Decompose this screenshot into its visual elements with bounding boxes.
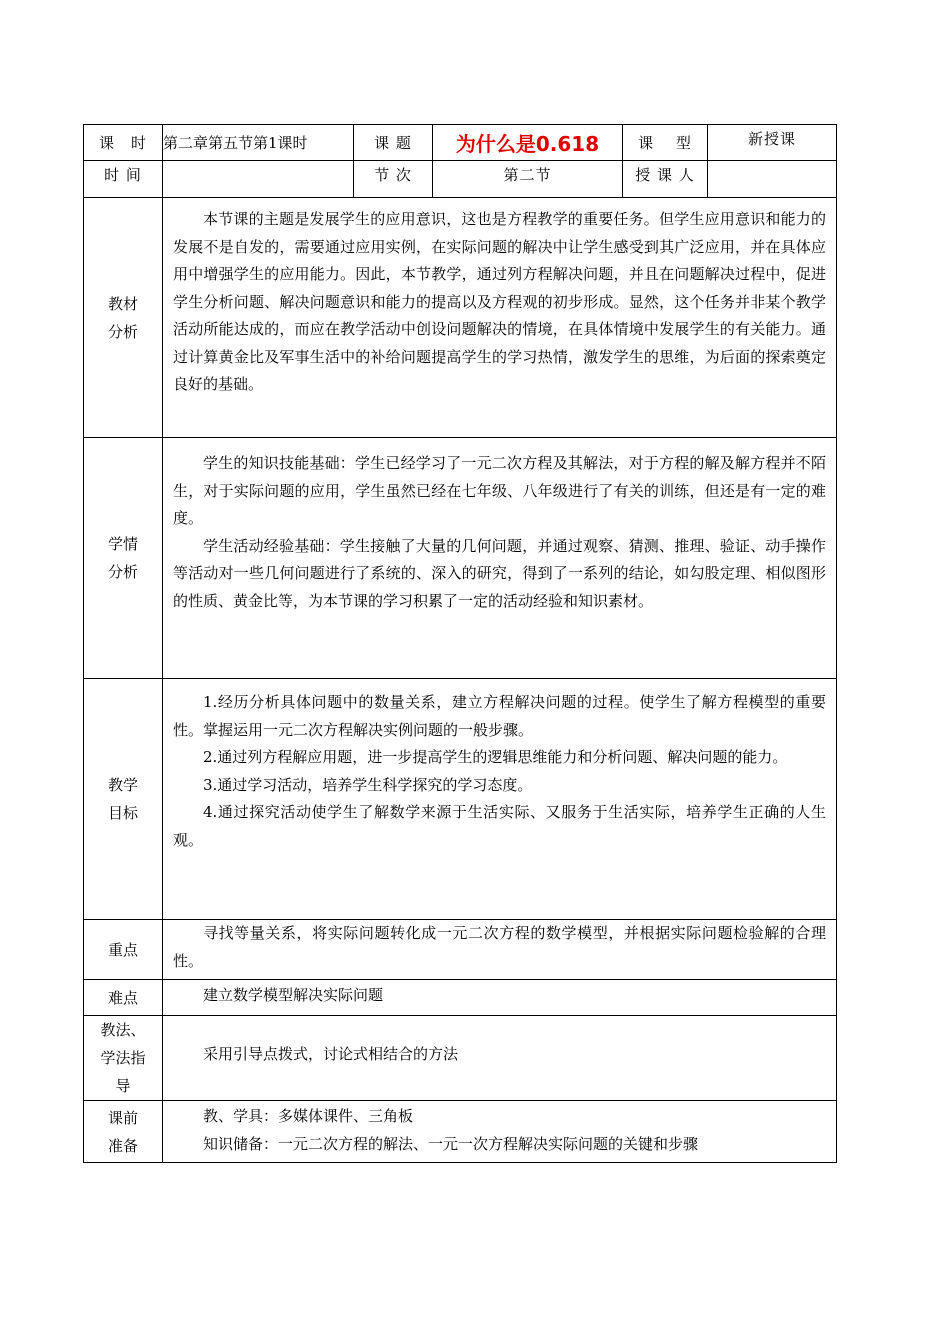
material-analysis-content <box>163 198 837 438</box>
goal-item-1: 1.经历分析具体问题中的数量关系，建立方程解决问题的过程。使学生了解方程模型的重要性。掌握运用一元二次方程解决实例问题的一般步骤。 <box>173 693 826 739</box>
label-time: 时 间 <box>84 161 163 198</box>
student-label-line2: 分析 <box>107 563 138 581</box>
class-time-value: 第二章第五节第1课时 <box>163 125 354 161</box>
teaching-goals-content <box>163 679 837 920</box>
difficulty-label: 难点 <box>84 980 163 1016</box>
goals-label-line2: 目标 <box>107 804 138 822</box>
difficulty-row <box>84 980 837 1016</box>
preparation-content <box>163 1101 837 1163</box>
method-row <box>84 1016 837 1101</box>
student-label-line1: 学情 <box>107 535 138 553</box>
key-point-label: 重点 <box>84 920 163 980</box>
material-analysis-label <box>84 198 163 438</box>
label-teacher: 授 课 人 <box>623 161 708 198</box>
goals-label-line1: 教学 <box>107 776 138 794</box>
prep-knowledge-line: 知识储备：一元二次方程的解法、一元一次方程解决实际问题的关键和步骤 <box>203 1134 699 1153</box>
goal-item-2: 2.通过列方程解应用题，进一步提高学生的逻辑思维能力和分析问题、解决问题的能力。 <box>203 748 788 766</box>
lesson-plan-table <box>83 124 837 1163</box>
material-label-line1: 教材 <box>107 294 138 313</box>
student-experience-paragraph: 学生活动经验基础：学生接触了大量的几何问题，并通过观察、猜测、推理、验证、动手操作等活动对一些几何问题进行了系统的、深入的研究，得到了一系列的结论，如勾股定理、相似图形的性质、黄金比等，为本节课的学习积累了一定的活动经验和知识素材。 <box>173 536 826 610</box>
preparation-label <box>84 1101 163 1163</box>
goal-item-3: 3.通过学习活动，培养学生科学探究的学习态度。 <box>203 775 533 794</box>
label-topic: 课 题 <box>354 125 433 161</box>
method-label-line1: 教法、 <box>100 1021 146 1039</box>
key-point-content <box>163 920 837 980</box>
student-analysis-row <box>84 438 837 679</box>
prep-label-line2: 准备 <box>107 1136 138 1155</box>
student-knowledge-paragraph: 学生的知识技能基础：学生已经学习了一元二次方程及其解法，对于方程的解及解方程并不陌生，对于实际问题的应用，学生虽然已经在七年级、八年级进行了有关的训练，但还是有一定的难度。 <box>173 454 826 527</box>
header-row-1 <box>84 125 837 161</box>
method-text: 采用引导点拨式，讨论式相结合的方法 <box>203 1045 459 1064</box>
method-label <box>84 1016 163 1101</box>
material-analysis-text: 本节课的主题是发展学生的应用意识，这也是方程教学的重要任务。但学生应用意识和能力的发展不是自发的，需要通过应用实例，在实际问题的解决中让学生感受到其广泛应用，并在具体应用中增强学生的应用能力。因此，本节教学，通过列方程解决问题，并且在问题解决过程中，促进学生分析问题、解决问题意识和能力的提高以及方程观的初步形成。显然，这个任务并非某个教学活动所能达成的，而应在教学活动中创设问题解决的情境，在具体情境中发展学生的有关能力。通过计算黄金比及军事生活中的补给问题提高学生的学习热情，激发学生的思维，为后面的探索奠定良好的基础。 <box>173 210 826 393</box>
prep-tools-line: 教、学具：多媒体课件、三角板 <box>203 1107 414 1125</box>
header-row-2 <box>84 161 837 198</box>
label-class-time: 课 时 <box>84 125 163 161</box>
teacher-value <box>708 161 837 198</box>
prep-label-line1: 课前 <box>107 1108 138 1127</box>
method-content <box>163 1016 837 1101</box>
goal-item-4: 4.通过探究活动使学生了解数学来源于生活实际、又服务于生活实际，培养学生正确的人生观。 <box>173 803 826 849</box>
section-value: 第二节 <box>433 161 623 198</box>
topic-title: 为什么是0.618 <box>433 125 623 161</box>
teaching-goals-label <box>84 679 163 920</box>
type-value: 新授课 <box>708 125 837 161</box>
student-analysis-content <box>163 438 837 679</box>
time-value <box>163 161 354 198</box>
difficulty-content <box>163 980 837 1016</box>
label-section: 节 次 <box>354 161 433 198</box>
key-point-row <box>84 920 837 980</box>
method-label-line2: 学法指 <box>100 1049 146 1067</box>
material-label-line2: 分析 <box>107 322 138 341</box>
material-analysis-row <box>84 198 837 438</box>
student-analysis-label <box>84 438 163 679</box>
key-point-text: 寻找等量关系，将实际问题转化成一元二次方程的数学模型，并根据实际问题检验解的合理性。 <box>173 924 826 970</box>
teaching-goals-row <box>84 679 837 920</box>
label-type: 课 型 <box>623 125 708 161</box>
difficulty-text: 建立数学模型解决实际问题 <box>203 986 384 1004</box>
preparation-row <box>84 1101 837 1163</box>
method-label-line3: 导 <box>115 1077 131 1095</box>
